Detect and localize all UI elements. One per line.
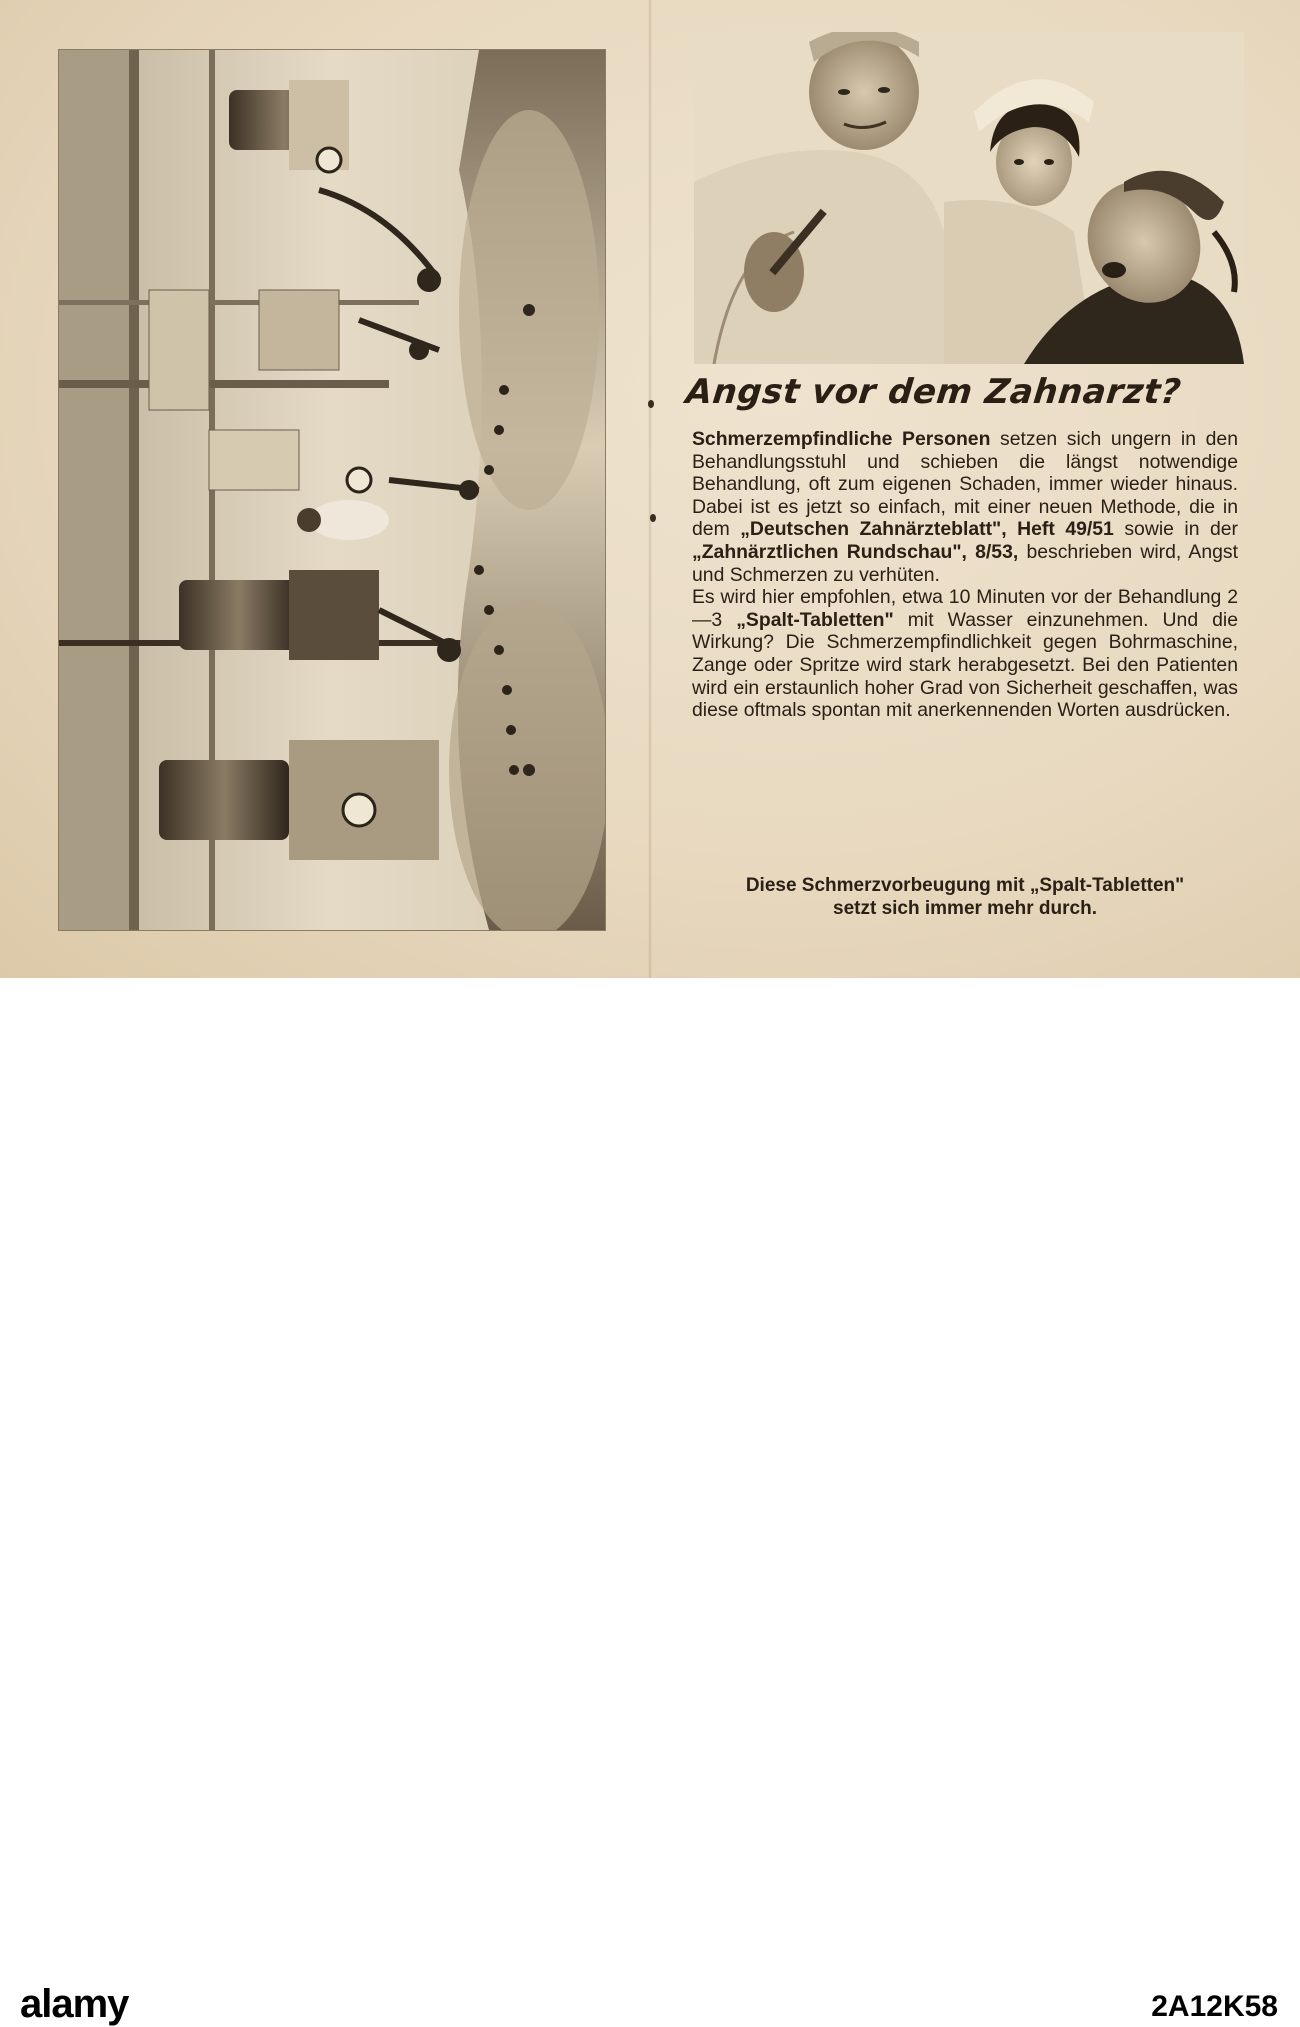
paragraph-1-text-c: beschrieben wird, Angst und Schmerzen zu verhüten. xyxy=(692,540,1238,586)
closing-line-2: setzt sich immer mehr durch. xyxy=(833,898,1097,919)
article-body xyxy=(692,428,1238,722)
article-headline: Angst vor dem Zahnarzt? xyxy=(683,372,1184,412)
page-fold xyxy=(648,0,652,978)
closing-line-1: Diese Schmerzvorbeugung mit „Spalt-Tabletten" xyxy=(745,875,1185,896)
staple-hole-bottom xyxy=(650,514,656,522)
paragraph-2-product: „Spalt-Tabletten" xyxy=(736,608,894,631)
image-code: 2A12K58 xyxy=(1151,1990,1278,2023)
dentist-scene-photo xyxy=(694,32,1244,364)
paragraph-1-lead: Schmerzempfindliche Personen xyxy=(692,428,991,450)
stock-footer xyxy=(0,978,1300,2026)
staple-hole-top xyxy=(648,400,654,408)
paragraph-1-text-b: sowie in der xyxy=(1113,518,1239,541)
paragraph-1-text-a: setzen sich ungern in den Behandlungsstuhl und schieben die längst notwendige Behandlung, oft zum eigenen Schaden, immer wieder hinaus. Dabei ist es jetzt so einfach, mit einer neuen Methode, die in dem xyxy=(692,428,1238,541)
brochure-spread xyxy=(0,0,1300,978)
paragraph-2-text-a: Es wird hier empfohlen, etwa 10 Minuten vor der Behandlung 2—3 xyxy=(692,586,1238,631)
alamy-logo: alamy xyxy=(20,1982,129,2026)
closing-statement xyxy=(692,874,1238,920)
paragraph-1-citation-2: „Zahnärztlichen Rundschau", 8/53, xyxy=(692,540,1019,563)
paragraph-1 xyxy=(692,428,1238,586)
paragraph-2-text-b: mit Wasser einzunehmen. Und die Wirkung? Die Schmerzempfindlichkeit gegen Bohrmaschine, Zange oder Spritze wird stark herabgesetzt. Bei den Patienten wird ein erstaunlich hoher Grad von Sicherheit geschaffen, was diese oftmals spontan mit anerkennenden Worten ausdrücken. xyxy=(692,608,1239,722)
factory-photo xyxy=(58,49,606,931)
paragraph-2 xyxy=(692,586,1238,722)
paragraph-1-citation-1: „Deutschen Zahnärzteblatt", Heft 49/51 xyxy=(740,518,1114,541)
factory-photo-illustration xyxy=(59,50,605,930)
dentist-scene-illustration xyxy=(694,32,1244,364)
